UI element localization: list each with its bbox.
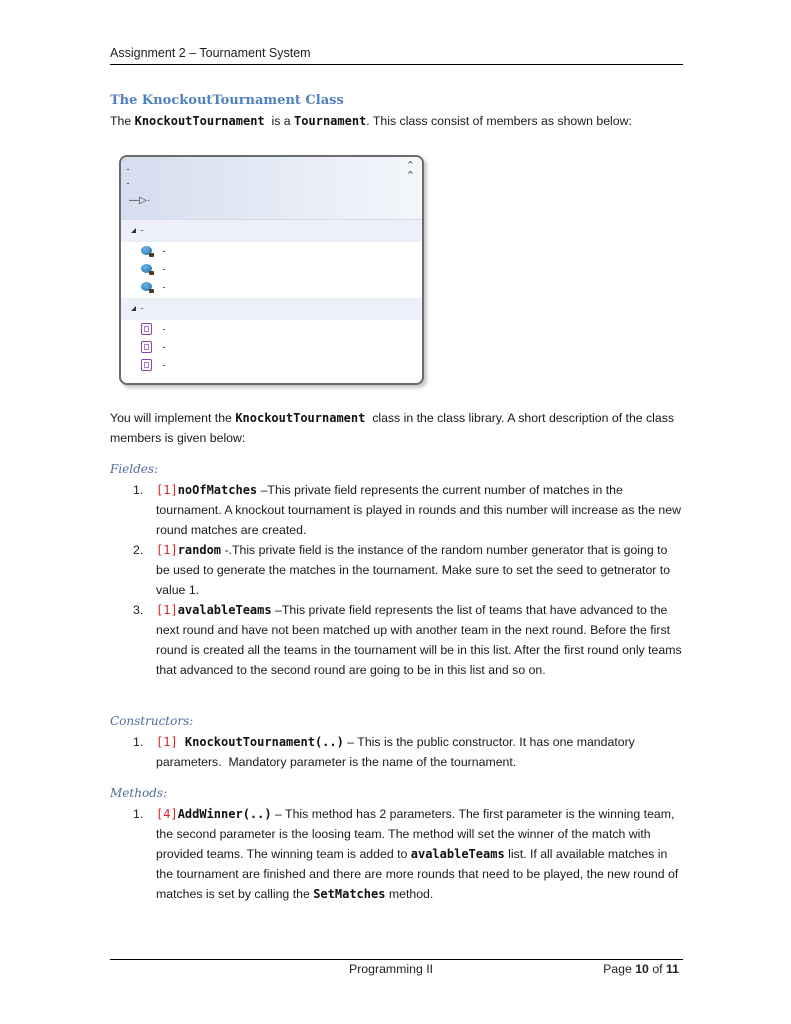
class-name: KnockoutTournament: [235, 411, 366, 425]
class-name: KnockoutTournament: [134, 114, 265, 128]
constructor-description-item: [133, 732, 683, 772]
member-name: KnockoutTournament(..): [177, 735, 344, 749]
item-number: 2.: [133, 543, 144, 557]
field-description-item: [133, 540, 683, 600]
footer-course: Programming II: [349, 962, 434, 976]
member-label: [163, 287, 165, 288]
method-cube-icon: [141, 359, 152, 371]
member-description: –This private field represents the list of teams that have advanced to the next round and have not been matched up with another team in the next round. Before the first round is created all the teams in the tournament will be in this list. After the first round only teams that advanced to the second round are going to be in this list and so on.: [156, 603, 682, 677]
expand-triangle-icon: [131, 228, 136, 233]
inheritance-arrow-icon: —▷·: [129, 195, 151, 206]
item-number: 3.: [133, 603, 144, 617]
intro-text: The: [110, 114, 135, 128]
field-item[interactable]: [141, 244, 341, 260]
intro-text: . This class consist of members as shown below:: [366, 114, 632, 128]
member-description: -.This private field is the instance of the random number generator that is going to be used to generate the matches in the tournament. Make sure to set the seed to getnerator to value 1.: [156, 543, 671, 597]
running-header: Assignment 2 – Tournament System: [110, 46, 311, 60]
member-description: – This is the public constructor. It has one mandatory parameters. Mandatory parameter is the name of the tournament.: [156, 735, 639, 769]
member-description: –This private field represents the current number of matches in the tournament. A knockout tournament is played in rounds and this number will increase as the new round matches are created.: [156, 483, 681, 537]
class-diagram-header: [121, 157, 422, 220]
implement-text: You will implement the: [110, 411, 236, 425]
item-number: 1.: [133, 807, 144, 821]
member-name: AddWinner(..): [177, 807, 272, 821]
method-cube-icon: [141, 323, 152, 335]
current-page: 10: [635, 962, 649, 976]
method-item[interactable]: [141, 322, 341, 338]
section-label: [141, 308, 143, 309]
method-cube-icon: [141, 341, 152, 353]
field-item[interactable]: [141, 262, 341, 278]
intro-paragraph: [110, 111, 683, 131]
lock-icon: [149, 271, 154, 275]
marks-badge: [4]: [156, 807, 178, 821]
class-kind-placeholder: [127, 183, 129, 184]
expand-triangle-icon: [131, 306, 136, 311]
member-name: random: [177, 543, 222, 557]
method-item[interactable]: [141, 358, 341, 374]
marks-badge: [1]: [156, 543, 178, 557]
item-number: 1.: [133, 735, 144, 749]
class-name-placeholder: [127, 169, 129, 170]
fields-section-header[interactable]: [121, 220, 422, 242]
lock-icon: [149, 253, 154, 257]
member-description: method.: [385, 887, 434, 901]
implement-paragraph: [110, 408, 683, 448]
intro-text: is a: [264, 114, 295, 128]
field-item[interactable]: [141, 280, 341, 296]
lock-icon: [149, 289, 154, 293]
implement-text: class in the class library. A short description of the class members is given below:: [110, 411, 678, 445]
field-description-item: [133, 600, 683, 680]
field-description-item: [133, 480, 683, 540]
methods-heading: Methods:: [110, 786, 168, 800]
method-description-item: [133, 804, 683, 904]
base-class-name: Tournament: [294, 114, 367, 128]
page-number: [603, 962, 679, 976]
member-label: [163, 365, 165, 366]
header-rule: [110, 64, 683, 65]
section-title: The KnockoutTournament Class: [110, 93, 344, 108]
member-label: [163, 269, 165, 270]
double-chevron-up-icon[interactable]: ⌃ ⌃: [405, 160, 415, 182]
fields-heading: Fieldes:: [110, 462, 159, 476]
member-label: [163, 347, 165, 348]
constructors-heading: Constructors:: [110, 714, 194, 728]
member-reference: avalableTeams: [410, 847, 505, 861]
marks-badge: [1]: [156, 483, 178, 497]
member-label: [163, 329, 165, 330]
member-reference: SetMatches: [313, 887, 386, 901]
class-diagram: [119, 155, 424, 385]
footer-rule: [110, 959, 683, 960]
member-label: [163, 251, 165, 252]
item-number: 1.: [133, 483, 144, 497]
member-description: list. If all available matches in the tournament are finished and there are more rounds that need to be played, the new round of matches is set by calling the: [156, 847, 679, 901]
page-label: Page: [603, 962, 636, 976]
member-name: avalableTeams: [177, 603, 272, 617]
marks-badge: [1]: [156, 603, 178, 617]
marks-badge: [1]: [156, 735, 178, 749]
methods-section-header[interactable]: [121, 298, 422, 320]
total-pages: 11: [666, 962, 679, 976]
page-of: of: [648, 962, 666, 976]
member-name: noOfMatches: [177, 483, 258, 497]
member-description: – This method has 2 parameters. The first parameter is the winning team, the second parameter is the loosing team. The method will set the winner of the match with provided teams. The winning team is added to: [156, 807, 675, 861]
method-item[interactable]: [141, 340, 341, 356]
section-label: [141, 230, 143, 231]
